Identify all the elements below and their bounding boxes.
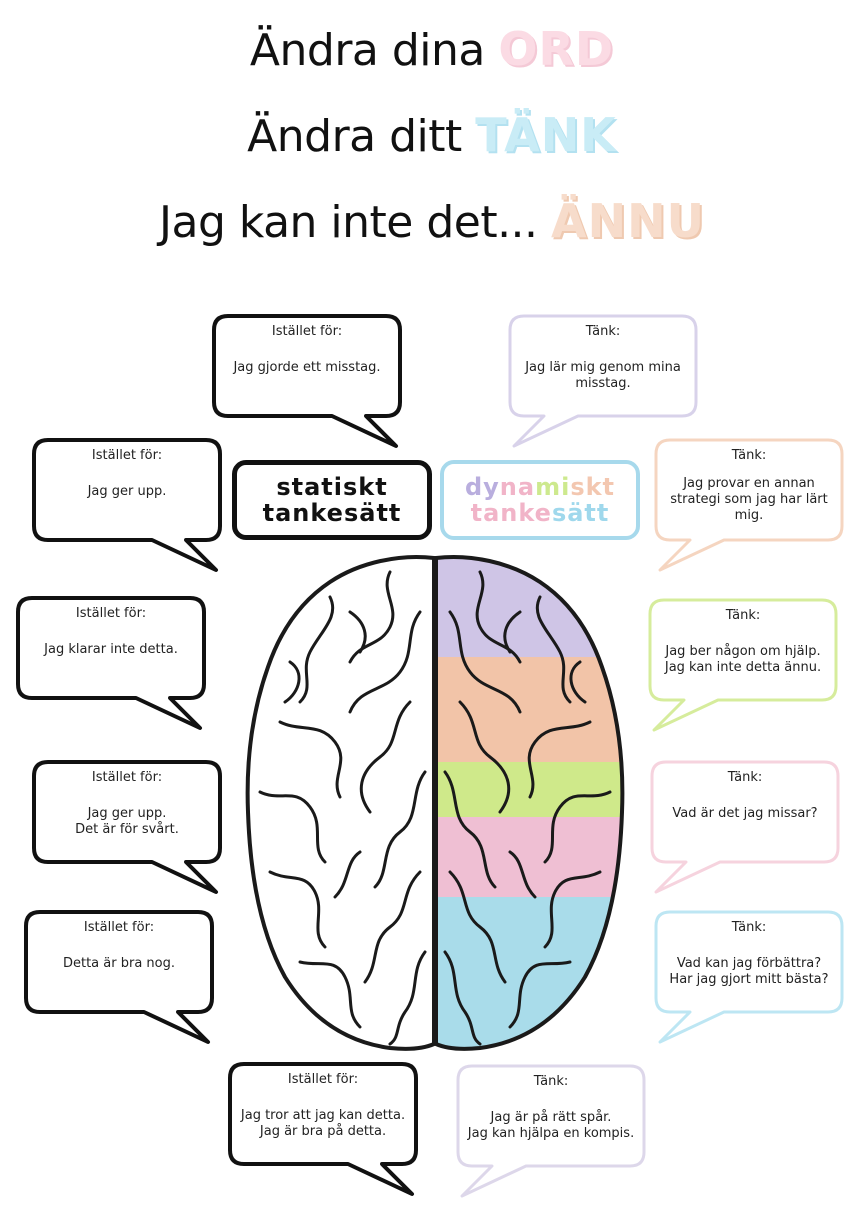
bubble-heading: Istället för:	[287, 1072, 359, 1087]
growth-label-line-1	[465, 474, 615, 500]
bubble-text-line: Vad är det jag missar?	[672, 806, 818, 821]
bubble-text-line: Jag kan hjälpa en kompis.	[467, 1126, 635, 1141]
growth-label-line-2	[465, 500, 615, 526]
title-line-1	[0, 22, 864, 76]
growth-label-part: tanke	[470, 499, 552, 527]
bubble-heading: Istället för:	[91, 448, 163, 463]
bubble-text-line: Jag lär mig genom mina	[525, 360, 681, 375]
bubble-heading: Istället för:	[271, 324, 343, 339]
instead-of-bubble	[228, 1062, 418, 1166]
instead-of-bubble	[32, 438, 222, 542]
instead-of-bubble	[24, 910, 214, 1014]
bubble-text-line: Jag ber någon om hjälp.	[665, 644, 821, 659]
bubble-text-line: misstag.	[575, 376, 631, 391]
think-bubble	[648, 598, 838, 702]
bubble-text	[32, 484, 222, 500]
brain-color-bands	[436, 552, 630, 1052]
bubble-heading: Istället för:	[91, 770, 163, 785]
growth-label-part: skt	[570, 473, 616, 501]
bubble-text	[32, 806, 222, 838]
bubble-text-line: Jag är på rätt spår.	[490, 1110, 612, 1125]
bubble-text-line: Jag tror att jag kan detta.	[240, 1108, 406, 1123]
static-label-line-1: statiskt	[276, 473, 388, 501]
bubble-heading: Tänk:	[725, 608, 761, 623]
growth-label-part: dy	[464, 473, 500, 501]
think-bubble	[654, 438, 844, 542]
title-prefix-2: Ändra ditt	[247, 111, 462, 162]
instead-of-bubble	[32, 760, 222, 864]
bubble-text-line: Jag kan inte detta ännu.	[664, 660, 822, 675]
bubble-text	[654, 956, 844, 988]
bubble-text	[16, 642, 206, 658]
instead-of-bubble	[212, 314, 402, 418]
bubble-text	[24, 956, 214, 972]
growth-label-part: mi	[535, 473, 571, 501]
bubble-text-line: Jag klarar inte detta.	[44, 642, 178, 657]
title-line-2	[0, 108, 864, 162]
think-bubble	[456, 1064, 646, 1168]
brain-left-hemisphere	[248, 557, 434, 1049]
bubble-text-line: Det är för svårt.	[75, 822, 179, 837]
bubble-text-line: Jag ger upp.	[87, 806, 167, 821]
bubble-text	[648, 644, 838, 676]
bubble-heading: Tänk:	[727, 770, 763, 785]
bubble-heading: Istället för:	[83, 920, 155, 935]
title-prefix-1: Ändra dina	[249, 25, 485, 76]
title-word-annu: ÄNNU	[551, 194, 705, 248]
bubble-text	[654, 476, 844, 524]
bubble-text	[228, 1108, 418, 1140]
title-prefix-3: Jag kan inte det...	[159, 197, 538, 248]
bubble-text-line: strategi som jag har lärt	[670, 492, 828, 507]
title-line-3	[0, 194, 864, 248]
bubble-text-line: mig.	[734, 508, 764, 523]
bubble-heading: Tänk:	[533, 1074, 569, 1089]
growth-label-part: na	[499, 473, 536, 501]
instead-of-bubble	[16, 596, 206, 700]
bubble-text	[508, 360, 698, 392]
title-word-ord: ORD	[498, 22, 615, 76]
think-bubble	[650, 760, 840, 864]
bubble-text-line: Jag ger upp.	[87, 484, 167, 499]
bubble-text-line: Detta är bra nog.	[62, 956, 176, 971]
bubble-text-line: Jag provar en annan	[683, 476, 815, 491]
bubble-text	[212, 360, 402, 376]
growth-mindset-label	[440, 460, 640, 540]
think-bubble	[508, 314, 698, 418]
bubble-text	[650, 806, 840, 822]
brain-illustration	[240, 552, 630, 1052]
bubble-text-line: Jag gjorde ett misstag.	[233, 360, 381, 375]
think-bubble	[654, 910, 844, 1014]
bubble-heading: Tänk:	[731, 448, 767, 463]
growth-label-part: sätt	[551, 499, 610, 527]
static-mindset-label	[232, 460, 432, 540]
bubble-heading: Istället för:	[75, 606, 147, 621]
title-word-tank: TÄNK	[475, 108, 617, 162]
bubble-text-line: Jag är bra på detta.	[259, 1124, 387, 1139]
bubble-heading: Tänk:	[585, 324, 621, 339]
static-label-line-2: tankesätt	[262, 499, 402, 527]
bubble-text-line: Har jag gjort mitt bästa?	[669, 972, 829, 987]
bubble-heading: Tänk:	[731, 920, 767, 935]
bubble-text-line: Vad kan jag förbättra?	[676, 956, 822, 971]
bubble-text	[456, 1110, 646, 1142]
